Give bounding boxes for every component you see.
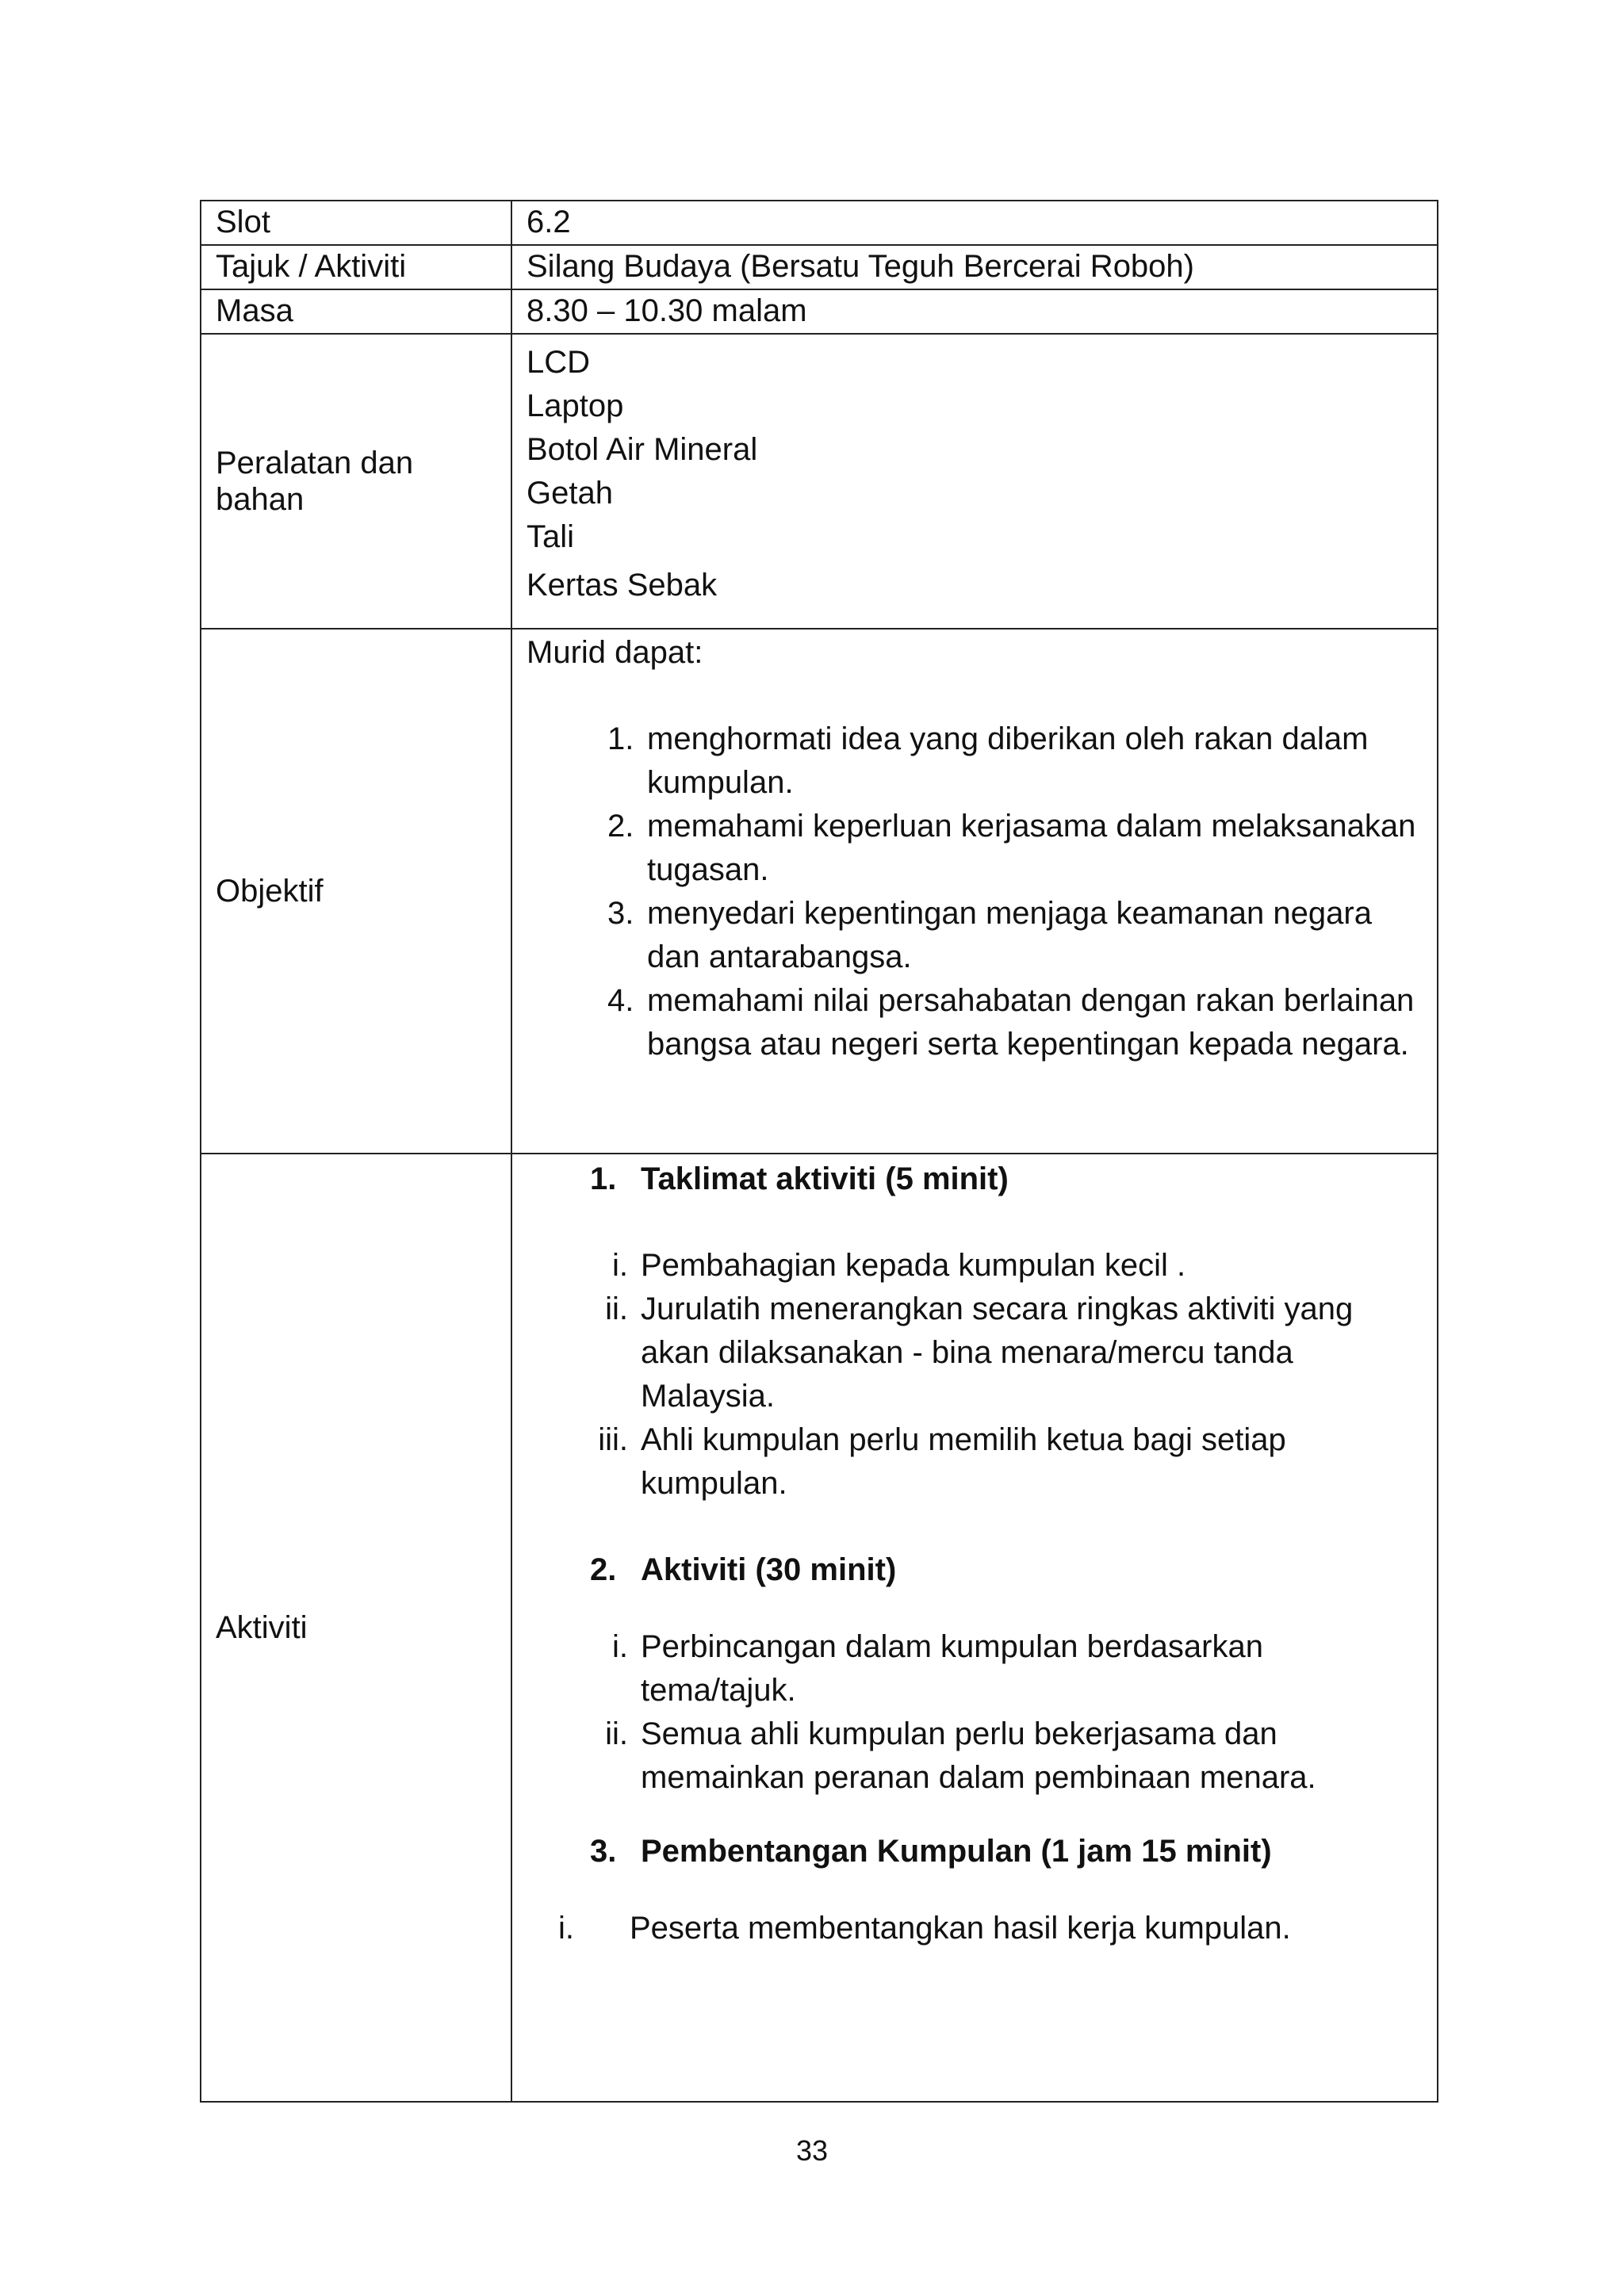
list-item bbox=[607, 979, 1423, 1066]
tajuk-label: Tajuk / Aktiviti bbox=[201, 245, 511, 289]
section-number: 2. bbox=[590, 1552, 617, 1587]
aktiviti-value-cell bbox=[511, 1154, 1438, 2102]
masa-label: Masa bbox=[201, 289, 511, 334]
list-text: Pembahagian kepada kumpulan kecil . bbox=[641, 1248, 1186, 1283]
list-number: 1. bbox=[607, 721, 634, 756]
table-row-tajuk bbox=[201, 245, 1438, 289]
list-item bbox=[527, 1712, 1423, 1800]
equipment-item: Laptop bbox=[527, 388, 624, 423]
list-item bbox=[527, 1907, 1423, 1950]
section-heading bbox=[527, 1830, 1423, 1873]
list-text: Ahli kumpulan perlu memilih ketua bagi setiap kumpulan. bbox=[641, 1422, 1286, 1501]
list-item bbox=[527, 1418, 1423, 1506]
list-item bbox=[607, 805, 1423, 892]
list-text: menghormati idea yang diberikan oleh rakan dalam kumpulan. bbox=[647, 721, 1369, 800]
equipment-list bbox=[527, 335, 1423, 607]
section-title: Aktiviti (30 minit) bbox=[641, 1552, 897, 1587]
peralatan-value-cell bbox=[511, 334, 1438, 629]
activity-section bbox=[527, 1830, 1423, 1950]
list-text: menyedari kepentingan menjaga keamanan negara dan antarabangsa. bbox=[647, 896, 1372, 974]
list-text: memahami keperluan kerjasama dalam melaksanakan tugasan. bbox=[647, 809, 1416, 887]
lesson-plan-table bbox=[200, 200, 1438, 2103]
slot-label: Slot bbox=[201, 201, 511, 245]
tajuk-value: Silang Budaya (Bersatu Teguh Bercerai Roboh) bbox=[511, 245, 1438, 289]
roman-numeral: iii. bbox=[598, 1422, 628, 1457]
equipment-item: Botol Air Mineral bbox=[527, 432, 758, 467]
masa-value: 8.30 – 10.30 malam bbox=[511, 289, 1438, 334]
list-text: Peserta membentangkan hasil kerja kumpulan. bbox=[630, 1911, 1291, 1946]
section-number: 1. bbox=[590, 1161, 617, 1196]
list-item bbox=[607, 892, 1423, 979]
list-text: Jurulatih menerangkan secara ringkas aktiviti yang akan dilaksanakan - bina menara/mercu tanda Malaysia. bbox=[641, 1292, 1354, 1414]
list-item bbox=[527, 1244, 1423, 1288]
activity-steps bbox=[527, 1244, 1423, 1506]
slot-value: 6.2 bbox=[511, 201, 1438, 245]
table-row-slot bbox=[201, 201, 1438, 245]
table-row-masa bbox=[201, 289, 1438, 334]
activity-steps bbox=[527, 1625, 1423, 1800]
equipment-item: LCD bbox=[527, 345, 591, 380]
section-heading bbox=[527, 1548, 1423, 1592]
roman-numeral: i. bbox=[558, 1911, 574, 1946]
list-number: 2. bbox=[607, 809, 634, 844]
section-number: 3. bbox=[590, 1834, 617, 1869]
table-row-aktiviti bbox=[201, 1154, 1438, 2102]
list-text: Semua ahli kumpulan perlu bekerjasama dan memainkan peranan dalam pembinaan menara. bbox=[641, 1716, 1316, 1795]
table-row-peralatan bbox=[201, 334, 1438, 629]
roman-numeral: i. bbox=[612, 1629, 628, 1664]
list-item bbox=[527, 1625, 1423, 1712]
list-number: 3. bbox=[607, 896, 634, 931]
section-heading bbox=[527, 1158, 1423, 1201]
roman-numeral: ii. bbox=[605, 1292, 628, 1326]
list-text: memahami nilai persahabatan dengan rakan berlainan bangsa atau negeri serta kepentingan kepada negara. bbox=[647, 983, 1415, 1062]
table-row-objektif bbox=[201, 629, 1438, 1154]
objektif-label: Objektif bbox=[201, 629, 511, 1154]
page-number: 33 bbox=[795, 2134, 829, 2167]
equipment-item: Tali bbox=[527, 519, 575, 554]
list-item bbox=[527, 1288, 1423, 1418]
section-title: Pembentangan Kumpulan (1 jam 15 minit) bbox=[641, 1834, 1272, 1869]
objektif-value-cell bbox=[511, 629, 1438, 1154]
activity-section bbox=[527, 1154, 1423, 1506]
activity-section bbox=[527, 1548, 1423, 1800]
peralatan-label: Peralatan dan bahan bbox=[216, 446, 414, 517]
equipment-item: Getah bbox=[527, 476, 613, 511]
activity-steps bbox=[527, 1907, 1423, 1950]
aktiviti-label: Aktiviti bbox=[201, 1154, 511, 2102]
list-item bbox=[607, 718, 1423, 805]
peralatan-label-cell bbox=[201, 334, 511, 629]
roman-numeral: ii. bbox=[605, 1716, 628, 1751]
equipment-item: Kertas Sebak bbox=[527, 568, 718, 603]
list-number: 4. bbox=[607, 983, 634, 1018]
section-title: Taklimat aktiviti (5 minit) bbox=[641, 1161, 1009, 1196]
objective-list bbox=[527, 718, 1423, 1066]
list-text: Perbincangan dalam kumpulan berdasarkan tema/tajuk. bbox=[641, 1629, 1263, 1708]
roman-numeral: i. bbox=[612, 1248, 628, 1283]
objektif-intro: Murid dapat: bbox=[527, 635, 703, 670]
